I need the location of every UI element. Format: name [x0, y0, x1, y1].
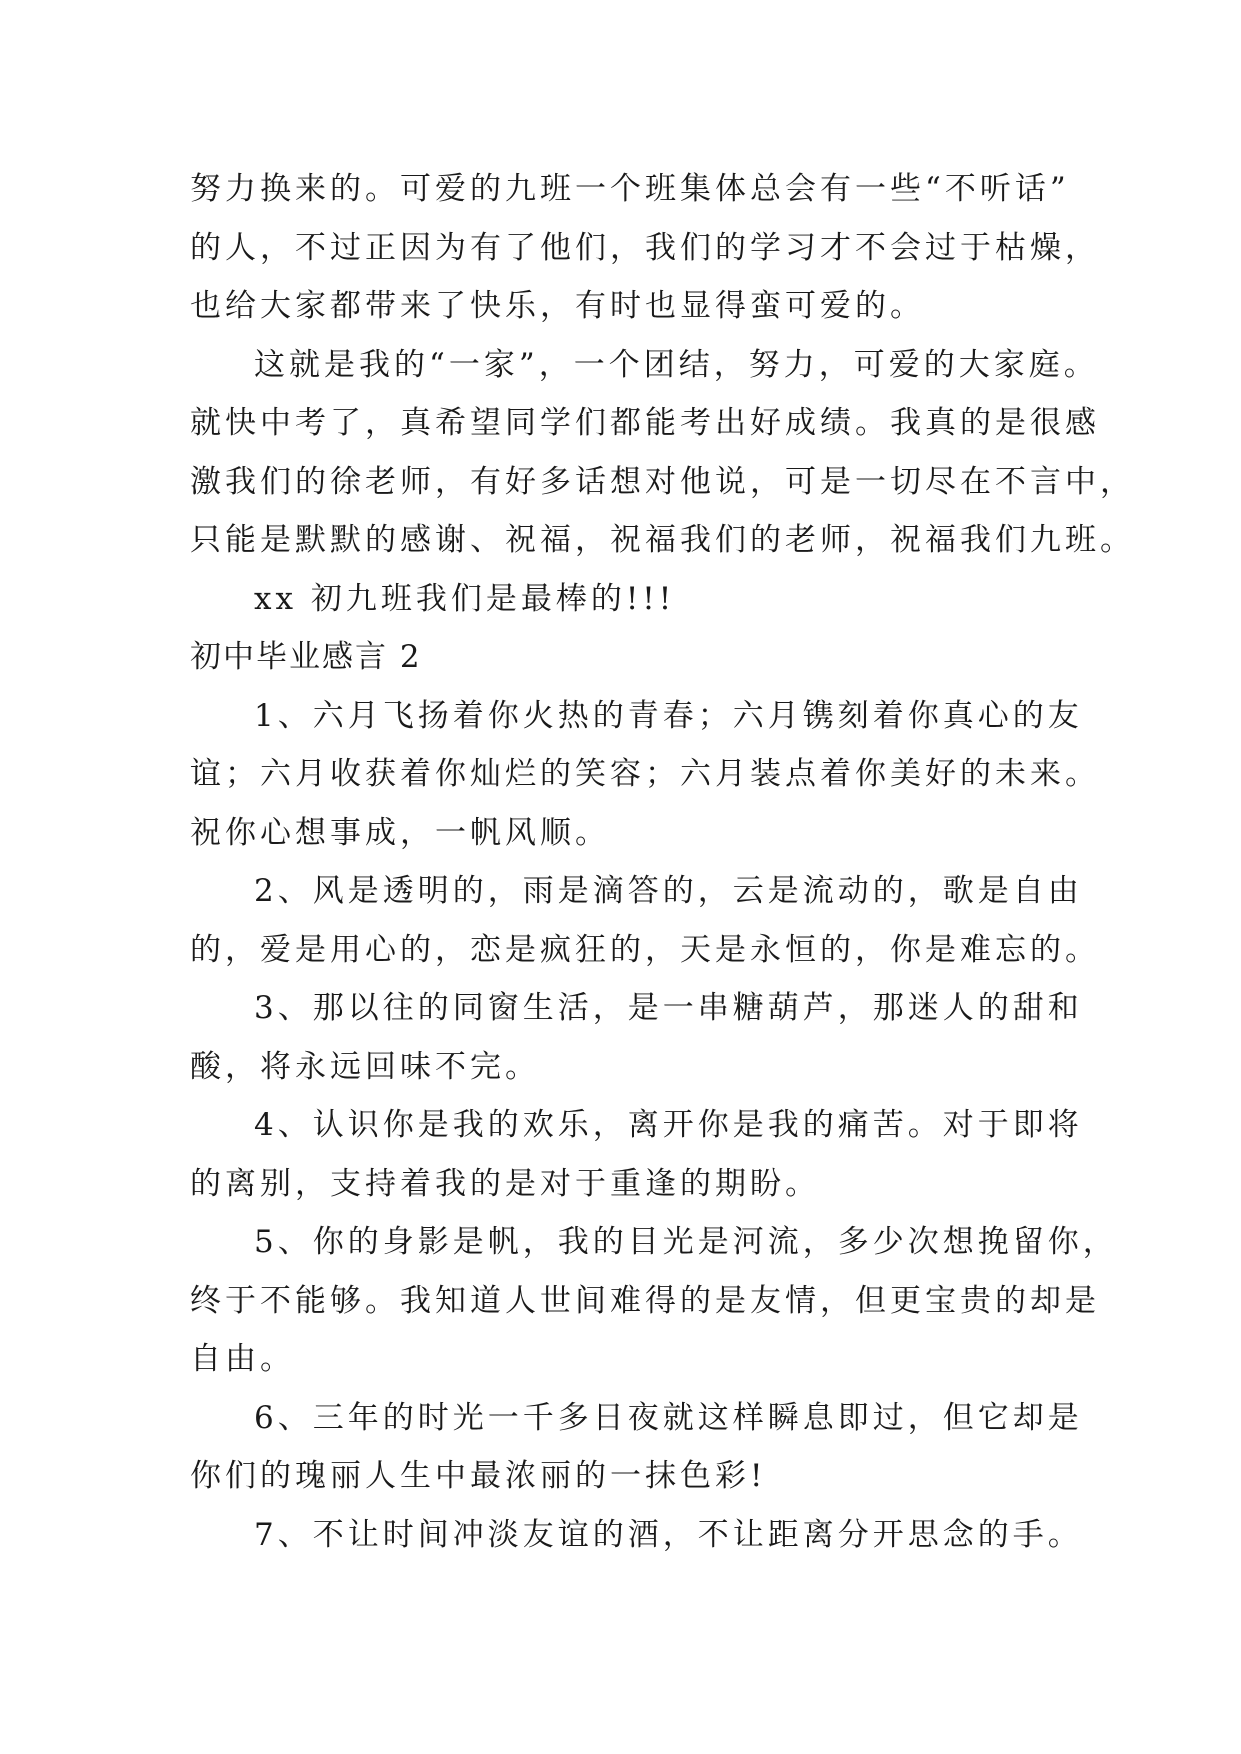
text-line: 2、风是透明的，雨是滴答的，云是流动的，歌是自由 — [254, 873, 1083, 909]
document-body — [190, 160, 1135, 1564]
text-line: 你们的瑰丽人生中最浓丽的一抹色彩! — [190, 1458, 767, 1494]
text-line: 3、那以往的同窗生活，是一串糖葫芦，那迷人的甜和 — [254, 990, 1083, 1026]
text-line: 只能是默默的感谢、祝福，祝福我们的老师，祝福我们九班。 — [190, 522, 1135, 558]
text-line: xx 初九班我们是最棒的!!! — [254, 580, 676, 617]
text-line: 这就是我的“一家”，一个团结，努力，可爱的大家庭。 — [254, 346, 1099, 383]
text-line: 的人，不过正因为有了他们，我们的学习才不会过于枯燥， — [190, 229, 1100, 266]
text-line: 祝你心想事成，一帆风顺。 — [190, 814, 610, 851]
text-line: 就快中考了，真希望同学们都能考出好成绩。我真的是很感 — [190, 405, 1100, 441]
text-line: 4、认识你是我的欢乐，离开你是我的痛苦。对于即将 — [254, 1107, 1083, 1143]
text-line: 酸，将永远回味不完。 — [190, 1048, 540, 1085]
text-line: 的，爱是用心的，恋是疯狂的，天是永恒的，你是难忘的。 — [190, 931, 1100, 968]
text-line: 自由。 — [190, 1341, 295, 1377]
section-heading: 初中毕业感言 2 — [190, 639, 422, 675]
text-line: 也给大家都带来了快乐，有时也显得蛮可爱的。 — [190, 288, 925, 324]
text-line: 的离别，支持着我的是对于重逢的期盼。 — [190, 1165, 820, 1202]
text-line: 谊；六月收获着你灿烂的笑容；六月装点着你美好的未来。 — [190, 756, 1100, 792]
text-line: 激我们的徐老师，有好多话想对他说，可是一切尽在不言中， — [190, 463, 1135, 500]
text-line: 努力换来的。可爱的九班一个班集体总会有一些“不听话” — [190, 171, 1070, 207]
text-line: 终于不能够。我知道人世间难得的是友情，但更宝贵的却是 — [190, 1282, 1100, 1319]
text-line: 6、三年的时光一千多日夜就这样瞬息即过，但它却是 — [254, 1399, 1083, 1436]
text-line: 1、六月飞扬着你火热的青春；六月镌刻着你真心的友 — [254, 697, 1083, 734]
text-line: 7、不让时间冲淡友谊的酒，不让距离分开思念的手。 — [254, 1516, 1083, 1553]
text-line: 5、你的身影是帆，我的目光是河流，多少次想挽留你， — [254, 1224, 1118, 1260]
